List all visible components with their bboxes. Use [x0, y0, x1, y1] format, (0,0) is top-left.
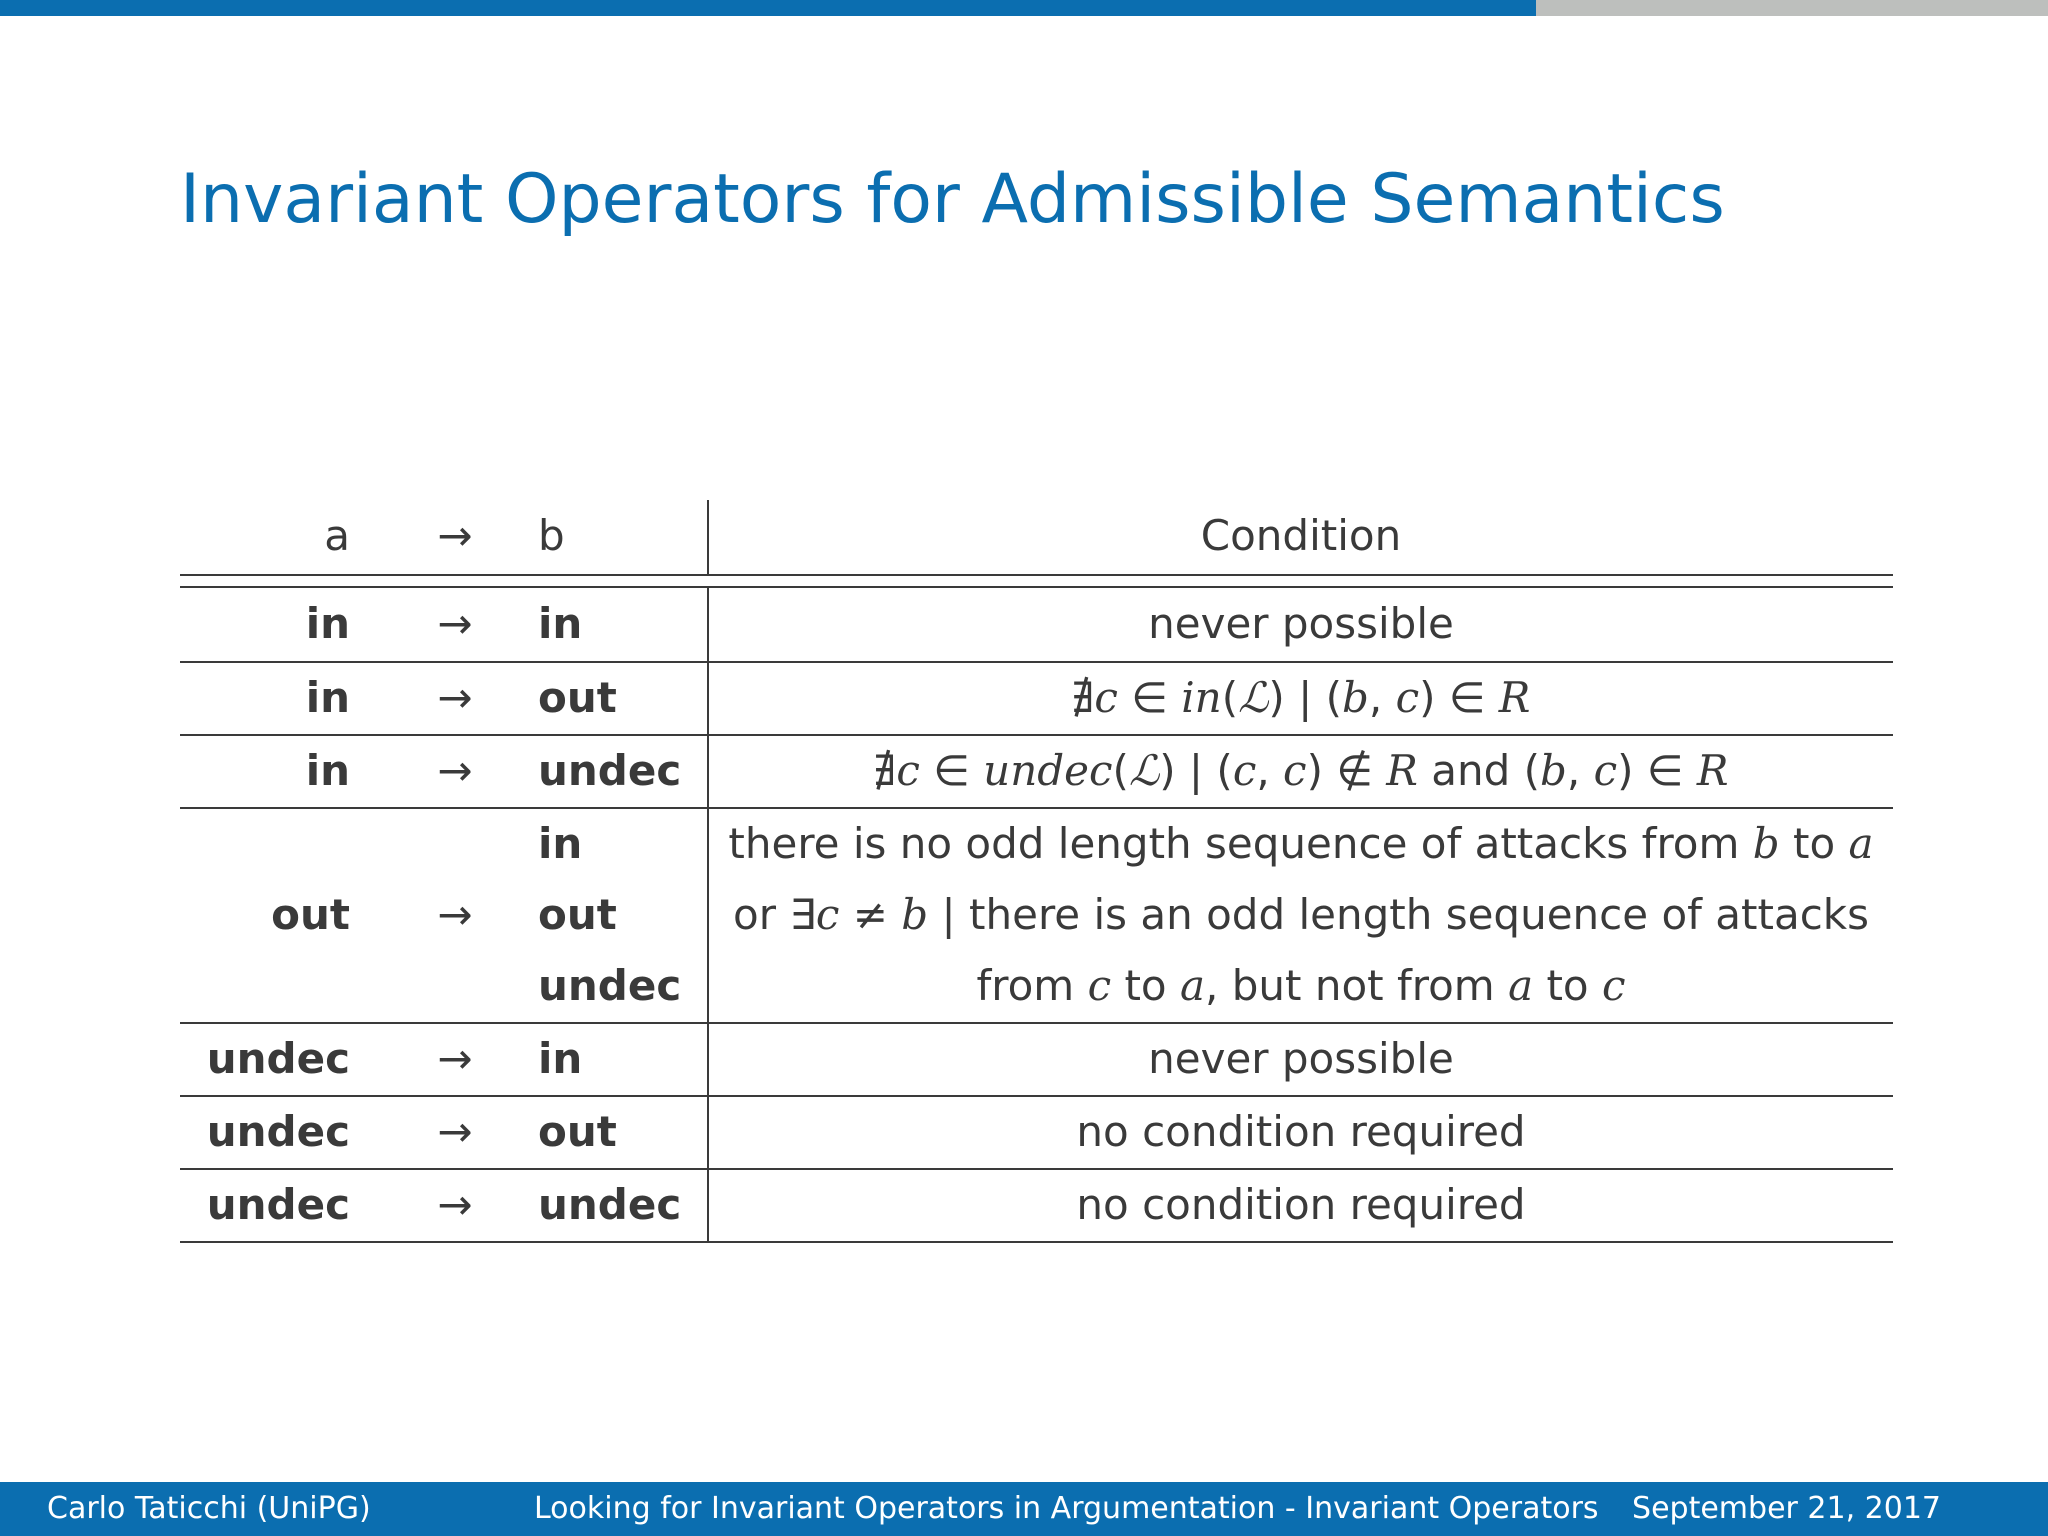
header-rule-2 [180, 586, 1893, 588]
header-b: b [538, 511, 565, 560]
row-condition-formula: ∄c ∈ undec(ℒ) | (c, c) ∉ R and (b, c) ∈ R [873, 746, 1729, 795]
table-bottom-rule [180, 1241, 1893, 1243]
row-arrow: → [437, 1180, 473, 1229]
row-rule [180, 807, 1893, 809]
row-a: in [305, 673, 350, 722]
header-condition: Condition [1200, 511, 1402, 560]
row-a: undec [206, 1107, 350, 1156]
row-b: undec [538, 746, 682, 795]
row-b: undec [538, 1180, 682, 1229]
row-a: in [305, 599, 350, 648]
row-b: out [538, 890, 617, 939]
top-progress-bar [0, 0, 2048, 16]
slide-title: Invariant Operators for Admissible Semantics [180, 160, 1725, 239]
row-condition-line: or ∃c ≠ b | there is an odd length sequence of attacks [733, 890, 1869, 939]
row-arrow: → [437, 599, 473, 648]
row-b: undec [538, 961, 682, 1010]
header-rule-1 [180, 574, 1893, 576]
row-a: in [305, 746, 350, 795]
slide-footer [0, 1482, 2048, 1536]
header-a: a [324, 511, 350, 560]
row-condition-line: from c to a, but not from a to c [976, 961, 1626, 1010]
row-arrow: → [437, 1107, 473, 1156]
row-rule [180, 1022, 1893, 1024]
row-b: in [538, 599, 583, 648]
footer-talk-title: Looking for Invariant Operators in Argumentation - Invariant Operators [534, 1491, 1599, 1526]
row-arrow: → [437, 746, 473, 795]
row-rule [180, 734, 1893, 736]
row-arrow: → [437, 673, 473, 722]
row-condition: no condition required [1076, 1180, 1526, 1229]
row-condition-formula: ∄c ∈ in(ℒ) | (b, c) ∈ R [1071, 673, 1531, 722]
row-condition: never possible [1148, 599, 1454, 648]
row-b: out [538, 673, 617, 722]
footer-author: Carlo Taticchi (UniPG) [47, 1491, 371, 1526]
row-condition-line: there is no odd length sequence of attacks from b to a [728, 819, 1874, 868]
row-a: undec [206, 1034, 350, 1083]
top-bar-grey [1536, 0, 2048, 16]
row-arrow: → [437, 1034, 473, 1083]
row-rule [180, 1168, 1893, 1170]
row-a: undec [206, 1180, 350, 1229]
row-rule [180, 661, 1893, 663]
footer-date: September 21, 2017 [1632, 1491, 1941, 1526]
top-bar-blue [0, 0, 1536, 16]
row-b: in [538, 819, 583, 868]
row-condition: no condition required [1076, 1107, 1526, 1156]
row-a: out [271, 890, 350, 939]
row-b: in [538, 1034, 583, 1083]
row-b: out [538, 1107, 617, 1156]
header-arrow: → [437, 511, 473, 560]
row-condition: never possible [1148, 1034, 1454, 1083]
row-rule [180, 1095, 1893, 1097]
row-arrow: → [437, 890, 473, 939]
